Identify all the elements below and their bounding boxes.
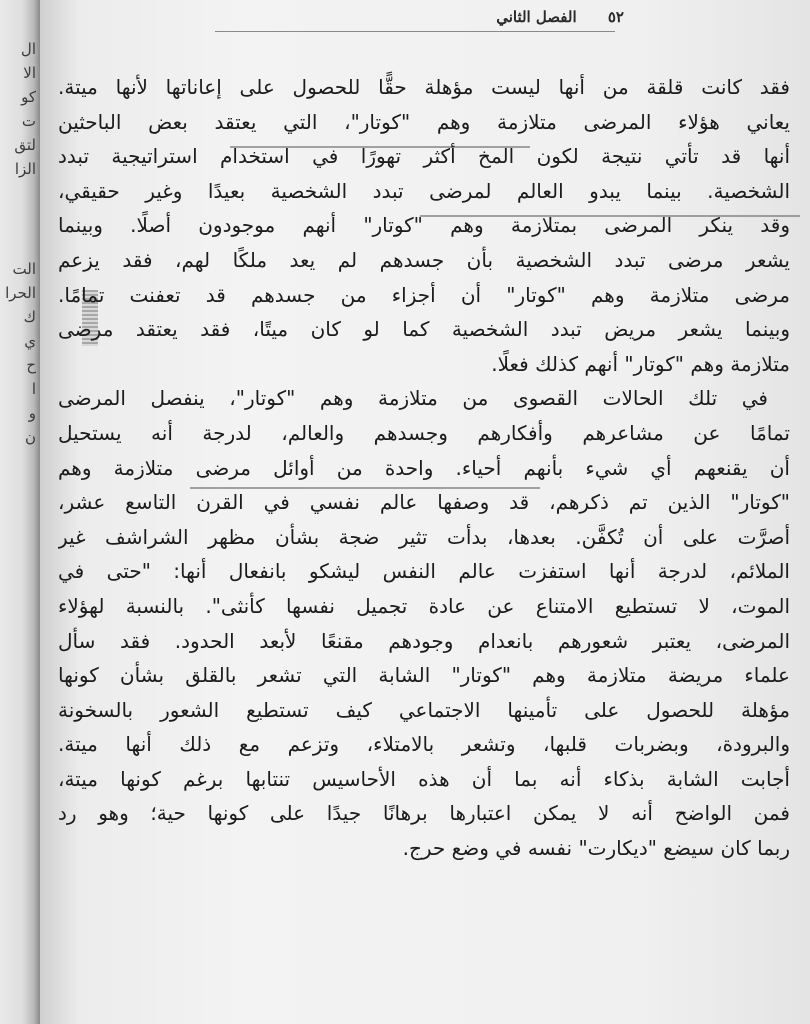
text-line: علماء مريضة متلازمة وهم "كوتار" الشابة التي تشعر بالقلق بشأن كونها: [58, 663, 790, 688]
text-line: فمن الواضح أنه لا يمكن اعتبارها برهانًا جيدًا على كونها حية؛ وهو رد: [58, 801, 790, 826]
edge-fragment: و: [28, 404, 36, 422]
edge-fragment: لتق: [14, 136, 36, 154]
edge-fragment: ح: [26, 356, 36, 374]
text-line: تمامًا عن مشاعرهم وأفكارهم وجسدهم والعالم، لدرجة أنه يستحيل: [58, 420, 790, 445]
chapter-title: الفصل الثاني: [496, 8, 577, 26]
text-line: "كوتار" الذين تم ذكرهم، قد وصفها عالم نفسي في القرن التاسع عشر،: [58, 490, 790, 515]
text-line: الشخصية. بينما يبدو العالم لمرضى تبدد الشخصية بعيدًا وغير حقيقي،: [58, 178, 790, 203]
text-line: أنها قد تأتي نتيجة لكون المخ أكثر تهورًا في استخدام استراتيجية تبدد: [58, 144, 790, 169]
edge-fragment: كو: [21, 88, 36, 106]
edge-fragment: ن: [24, 428, 36, 446]
edge-fragment: الا: [23, 64, 36, 82]
text-line: يشعر مرضى تبدد الشخصية بأن جسدهم لم يعد ملكًا لهم، فقد يزعم: [58, 247, 790, 272]
text-line: فقد كانت قلقة من أنها ليست مؤهلة حقًّا للحصول على إعاناتها لأنها ميتة.: [58, 75, 790, 99]
edge-fragment: الحرا: [5, 284, 36, 302]
text-line: والبرودة، وبضربات قلبها، وتشعر بالامتلاء، وتزعم مع ذلك أنها ميتة.: [58, 732, 790, 757]
text-line: أجابت الشابة بذكاء أنه بما أن هذه الأحاسيس تنتابها برغم كونها ميتة،: [58, 766, 790, 791]
book-page: [40, 0, 810, 1024]
edge-fragment: ك: [23, 308, 36, 326]
text-line: يعاني هؤلاء المرضى متلازمة وهم "كوتار"، التي يعتقد بعض الباحثين: [58, 109, 790, 134]
edge-fragment: ت: [21, 112, 36, 130]
text-line: في تلك الحالات القصوى من متلازمة وهم "كوتار"، ينفصل المرضى: [58, 386, 768, 411]
text-line: الموت، لا تستطيع الامتناع عن عادة تجميل نفسها كأنثى". بالنسبة لهؤلاء: [58, 593, 790, 618]
text-line: وبينما يشعر مريض تبدد الشخصية كما لو كان ميتًا، فقد يعتقد مرضى: [58, 317, 790, 342]
edge-fragment: الت: [12, 260, 36, 278]
text-line: مؤهلة للحصول على تأمينها الاجتماعي كيف تستطيع الشعور بالسخونة: [58, 697, 790, 722]
edge-fragment: ال: [20, 40, 36, 58]
page-header: [496, 8, 624, 26]
header-divider: [215, 31, 615, 32]
text-line: وقد ينكر المرضى بمتلازمة وهم "كوتار" أنهم موجودون أصلًا. وبينما: [58, 213, 790, 238]
text-line: متلازمة وهم "كوتار" أنهم كذلك فعلًا.: [491, 351, 790, 376]
edge-fragment: ا: [31, 380, 36, 398]
edge-fragment: الزا: [14, 160, 36, 178]
text-line: الملائم، لدرجة أنها استفزت عالم النفس ليشكو بانفعال أنها: "حتى في: [58, 559, 790, 584]
page-number: ٥٢: [607, 8, 624, 26]
previous-page-edge: [0, 0, 40, 1024]
text-line: أن يقنعهم أي شيء بأنهم أحياء. واحدة من أوائل مرضى متلازمة وهم: [58, 455, 790, 480]
body-text: [58, 70, 790, 866]
text-line: المرضى، يعتبر شعورهم بانعدام وجودهم مقنعًا لأبعد الحدود. فقد سأل: [58, 628, 790, 653]
text-line: أصرَّت على أن تُكفَّن. بعدها، بدأت تثير ضجة بشأن مظهر الشراشف غير: [58, 524, 790, 549]
edge-fragment: ي: [24, 332, 36, 350]
text-line: ربما كان سيضع "ديكارت" نفسه في وضع حرج.: [402, 836, 790, 861]
text-line: مرضى متلازمة وهم "كوتار" أن أجزاء من جسدهم قد تعفنت تمامًا.: [58, 282, 790, 307]
